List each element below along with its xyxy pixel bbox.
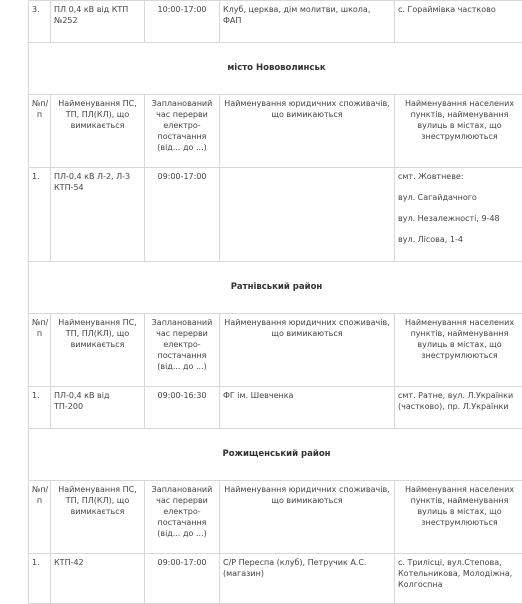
table-row: [29, 168, 522, 262]
header-num: №п/п: [29, 481, 51, 554]
settlements: с. Гораймівка частково: [395, 1, 522, 43]
outage-time: 09:00-17:00: [145, 554, 220, 604]
header-consumers: Найменування юридичних споживачів, що вимикаються: [220, 95, 395, 168]
table-header-row: [29, 95, 522, 168]
row-number: 3.: [29, 1, 51, 43]
header-num: №п/п: [29, 314, 51, 387]
table-row: [29, 1, 522, 43]
header-time: Запланований час перерви електро-постачання (від... до ...): [145, 481, 220, 554]
header-settlements: Найменування населених пунктів, найменування вулиць в містах, що знеструмлюються: [395, 95, 522, 168]
line-name: ПЛ-0,4 кВ від ТП-200: [51, 387, 145, 429]
header-name: Найменування ПС, ТП, ПЛ(КЛ), що вимикається: [51, 314, 145, 387]
section-header-row: [29, 429, 522, 481]
legal-consumers: [220, 168, 395, 262]
section-header-row: [29, 262, 522, 314]
row-number: 1.: [29, 168, 51, 262]
header-settlements: Найменування населених пунктів, найменування вулиць в містах, що знеструмлюються: [395, 481, 522, 554]
settlements: с. Трилісці, вул.Степова, Котельникова, Молодіжна, Колгоспна: [395, 554, 522, 604]
settlement-line: смт. Жовтневе:: [398, 171, 521, 182]
line-name: ПЛ-0,4 кВ Л-2, Л-3 КТП-54: [51, 168, 145, 262]
settlement-line: вул. Сагайдачного: [398, 192, 521, 203]
header-time: Запланований час перерви електро-постачання (від... до ...): [145, 95, 220, 168]
settlements: смт. Ратне, вул. Л.Українки (частково), пр. Л.Українки: [395, 387, 522, 429]
header-settlements: Найменування населених пунктів, найменування вулиць в містах, що знеструмлюються: [395, 314, 522, 387]
legal-consumers: ФГ ім. Шевченка: [220, 387, 395, 429]
section-header-row: [29, 43, 522, 95]
header-time: Запланований час перерви електро-постачання (від... до ...): [145, 314, 220, 387]
legal-consumers: С/Р Переспа (клуб), Петручик А.С. (магазин): [220, 554, 395, 604]
settlements: [395, 168, 522, 262]
section-title: Рожищенський район: [29, 429, 522, 481]
table-header-row: [29, 481, 522, 554]
table-header-row: [29, 314, 522, 387]
header-num: №п/п: [29, 95, 51, 168]
outage-schedule-table: [28, 0, 522, 604]
settlement-line: вул. Лісова, 1-4: [398, 234, 521, 245]
table-row: [29, 554, 522, 604]
line-name: ПЛ 0,4 кВ від КТП №252: [51, 1, 145, 43]
header-name: Найменування ПС, ТП, ПЛ(КЛ), що вимикається: [51, 95, 145, 168]
header-consumers: Найменування юридичних споживачів, що вимикаються: [220, 314, 395, 387]
legal-consumers: Клуб, церква, дім молитви, школа, ФАП: [220, 1, 395, 43]
row-number: 1.: [29, 554, 51, 604]
outage-time: 09:00-17:00: [145, 168, 220, 262]
section-title: місто Нововолинськ: [29, 43, 522, 95]
row-number: 1.: [29, 387, 51, 429]
header-name: Найменування ПС, ТП, ПЛ(КЛ), що вимикається: [51, 481, 145, 554]
outage-time: 10:00-17:00: [145, 1, 220, 43]
section-title: Ратнівський район: [29, 262, 522, 314]
outage-time: 09:00-16:30: [145, 387, 220, 429]
settlement-line: вул. Незалежності, 9-48: [398, 213, 521, 224]
header-consumers: Найменування юридичних споживачів, що вимикаються: [220, 481, 395, 554]
line-name: КТП-42: [51, 554, 145, 604]
table-row: [29, 387, 522, 429]
